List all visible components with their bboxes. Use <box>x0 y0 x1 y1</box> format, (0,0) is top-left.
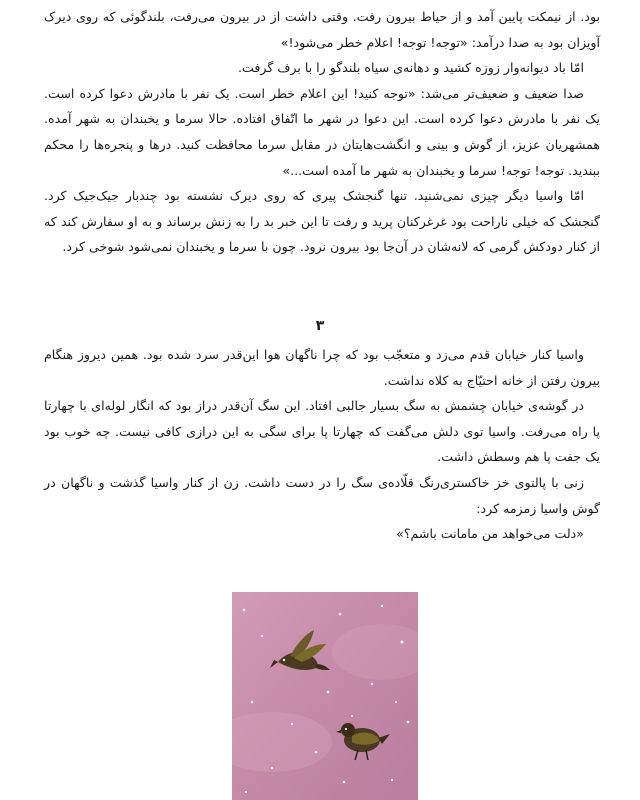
paragraph: واسیا کنار خیابان قدم می‌زد و متعجّب بود که چرا ناگهان هوا این‌قدر سرد شده بود. همین دیروز هنگام بیرون رفتن از خانه احتیّاج به کلاه نداشت. <box>44 347 600 388</box>
paragraph: بود. از نیمکت پایین آمد و از حیاط بیرون رفت. وقتی داشت از در بیرون می‌رفت، بلندگوئی که روی دیرک آویزان بود به صدا درآمد: «توجه! توجه! اعلام خطر می‌شود!» <box>44 9 600 50</box>
paragraph: امّا باد دیوانه‌وار زوزه کشید و دهانه‌ی سیاه بلندگو را با برف گرفت. <box>237 60 584 76</box>
section-number: ۳ <box>315 318 325 334</box>
story-text-part-1 <box>44 4 600 260</box>
paragraph: امّا واسیا دیگر چیزی نمی‌شنید. تنها گنجشک پیری که روی دیرک نشسته بود چندبار جیک‌جیک کرد. گنجشک که خیلی ناراحت بود غرغرکنان پرید و رفت تا این خبر بد را به زنش برساند و به او سفارش کند که از کنار دودکش گرمی که لانه‌شان در آن‌جا بود بیرون نرود. چون با سرما و یخبندان نمی‌شود شوخی کرد. <box>44 188 600 255</box>
paragraph: زنی با پالتوی خز خاکستری‌رنگ قلّاده‌ی سگ را در دست داشت. زن از کنار واسیا گذشت و ناگهان در گوش واسیا زمزمه کرد: <box>44 474 600 516</box>
paragraph: صدا ضعیف و ضعیف‌تر می‌شد: «توجه کنید! این اعلام خطر است. یک نفر با مادرش دعوا کرده است. یک نفر با مادرش دعوا کرده است. این دعوا در شهر ما اتّفاق افتاده. حالا سرما و یخبندان به شهر آمده. همشهریان عزیز، از گوش و بینی و انگشت‌هایتان در مقابل سرما محافظت کنید. درها و پنجره‌ها را محکم ببندید. توجه! توجه! سرما و یخبندان به شهر ما آمده است...» <box>44 85 600 178</box>
paragraph: در گوشه‌ی خیابان چشمش به سگ بسیار جالبی افتاد. این سگ آن‌قدر دراز بود که انگار لوله‌ای با چهارتا پا راه می‌رفت. واسیا توی دلش می‌گفت که چهارتا پا برای سگی به این درازی کافی نیست. چه خوب بود یک جفت پا هم وسطش داشت. <box>44 398 600 465</box>
sparrows-in-snow-icon <box>232 592 418 800</box>
story-text-part-2 <box>44 342 600 547</box>
sparrows-illustration <box>232 592 418 800</box>
paragraph: «دلت می‌خواهد من مامانت باشم؟» <box>396 526 584 542</box>
